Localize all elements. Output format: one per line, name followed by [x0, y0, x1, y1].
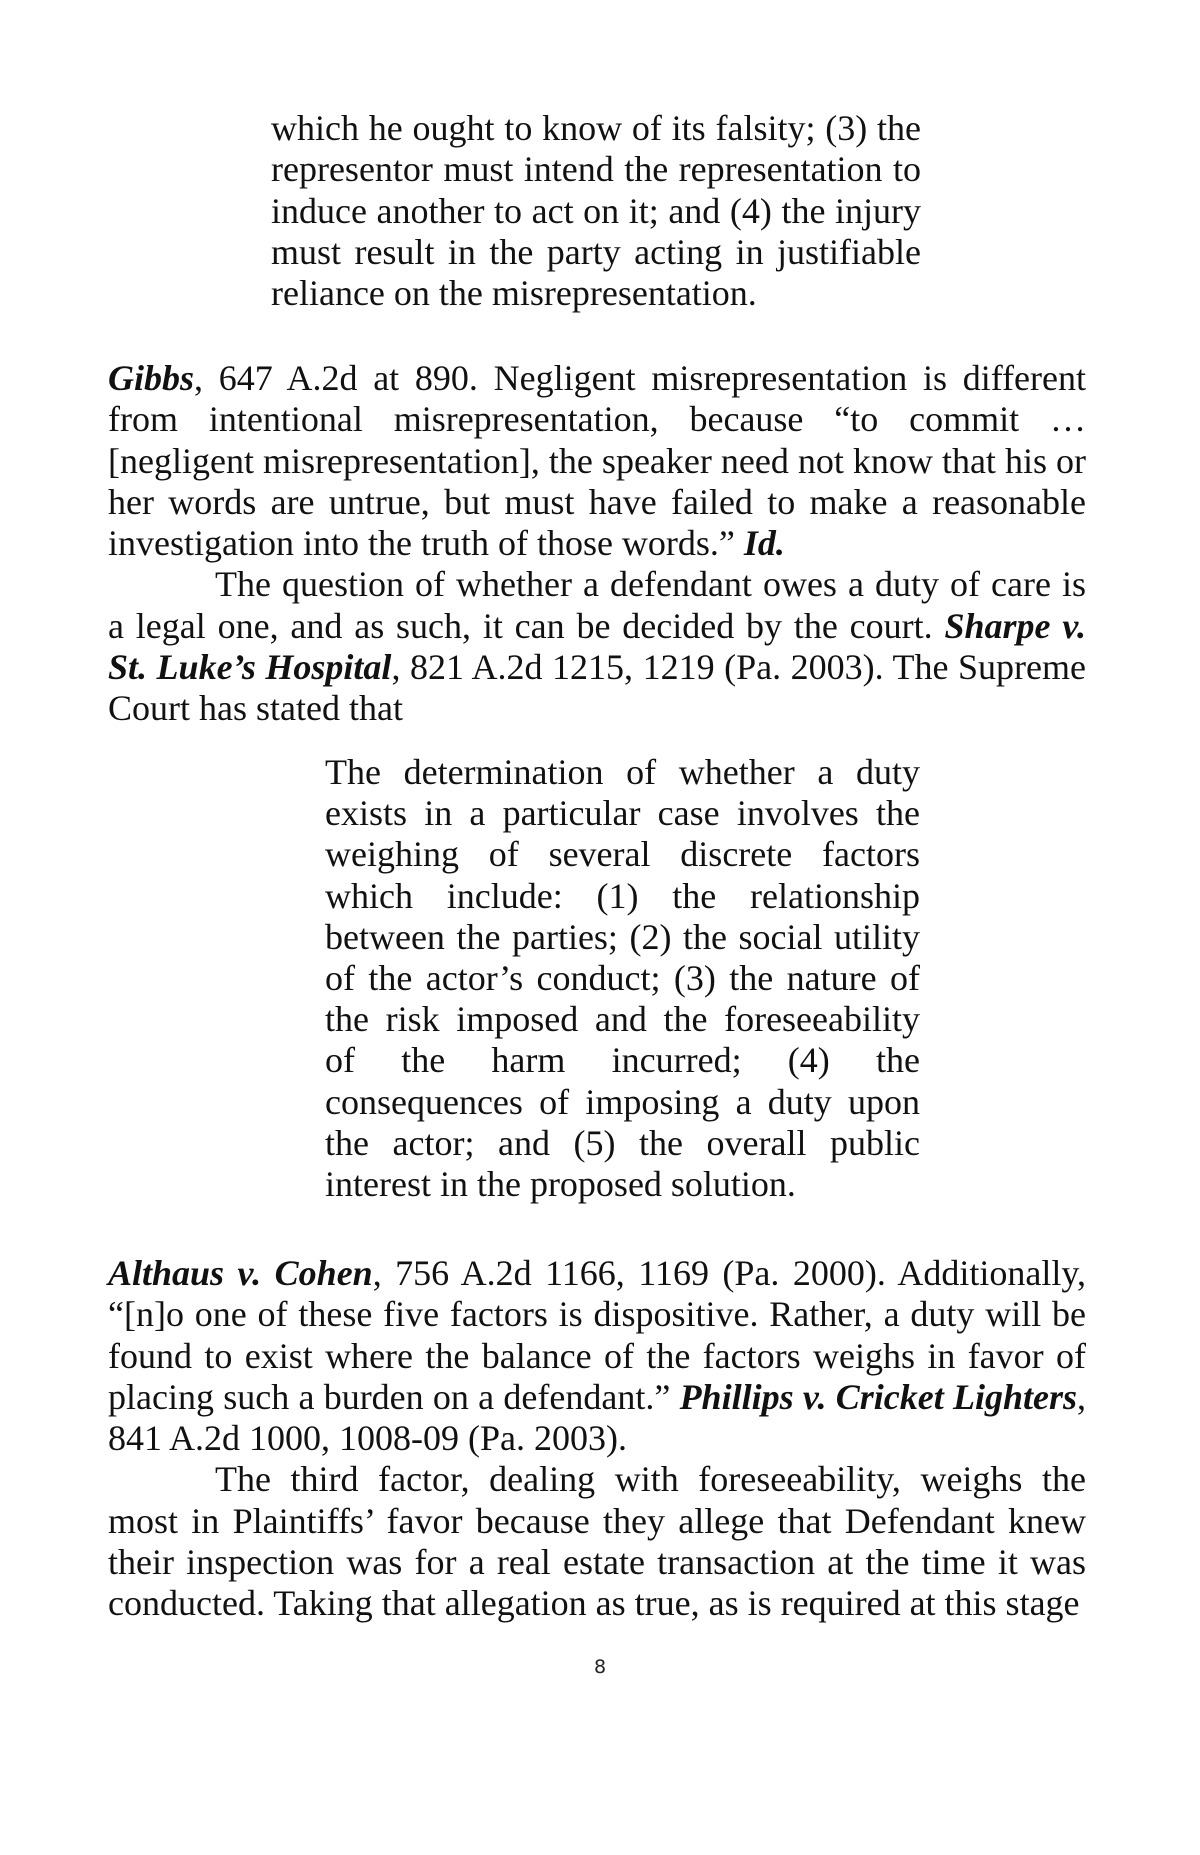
- block-quote-misrepresentation-elements: [271, 108, 921, 314]
- body-text-section: [108, 358, 1086, 730]
- citation-althaus: Althaus v. Cohen: [108, 1253, 373, 1293]
- block-quote-duty-factors: [325, 752, 920, 1205]
- paragraph-text: The question of whether a defendant owes a duty of care is a legal one, and as such, it can be decided by the court.: [108, 564, 1086, 646]
- block-quote-text: which he ought to know of its falsity; (3) the representor must intend the representation to induce another to act on it; and (4) the injury must result in the party acting in justifiable reliance on the misrepresentation.: [271, 108, 921, 314]
- paragraph-text: , 647 A.2d at 890. Negligent misrepresentation is different from intentional misrepresentation, because “to commit … [negligent misrepresentation], the speaker need not know that his or her words are untrue, but must have failed to make a reasonable investigation into the truth of those words.”: [108, 358, 1086, 564]
- citation-sharpe: Sharpe v. St. Luke’s Hospital: [108, 605, 1086, 688]
- paragraph-text: The third factor, dealing with foreseeability, weighs the most in Plaintiffs’ favor because they allege that Defendant knew their inspection was for a real estate transaction at the time it was conducted. Taking that allegation as true, as is required at this stage: [108, 1459, 1086, 1624]
- body-text-section: [108, 1253, 1086, 1625]
- citation-gibbs: Gibbs: [108, 358, 195, 398]
- paragraph-text: , 756 A.2d 1166, 1169 (Pa. 2000). Additionally, “[n]o one of these five factors is dispositive. Rather, a duty will be found to exist where the balance of the factors weighs in favor of placing such a burden on a defendant.”: [108, 1253, 1086, 1417]
- block-quote-text: The determination of whether a duty exists in a particular case involves the weighing of several discrete factors which include: (1) the relationship between the parties; (2) the social utility of the actor’s conduct; (3) the nature of the risk imposed and the foreseeability of the harm incurred; (4) the consequences of imposing a duty upon the actor; and (5) the overall public interest in the proposed solution.: [325, 752, 920, 1205]
- citation-id: Id.: [743, 523, 785, 564]
- paragraph-text: , 841 A.2d 1000, 1008-09 (Pa. 2003).: [108, 1376, 1086, 1459]
- page-number: 8: [593, 1656, 607, 1678]
- paragraph-text: , 821 A.2d 1215, 1219 (Pa. 2003). The Supreme Court has stated that: [108, 647, 1087, 729]
- citation-phillips: Phillips v. Cricket Lighters: [679, 1376, 1077, 1417]
